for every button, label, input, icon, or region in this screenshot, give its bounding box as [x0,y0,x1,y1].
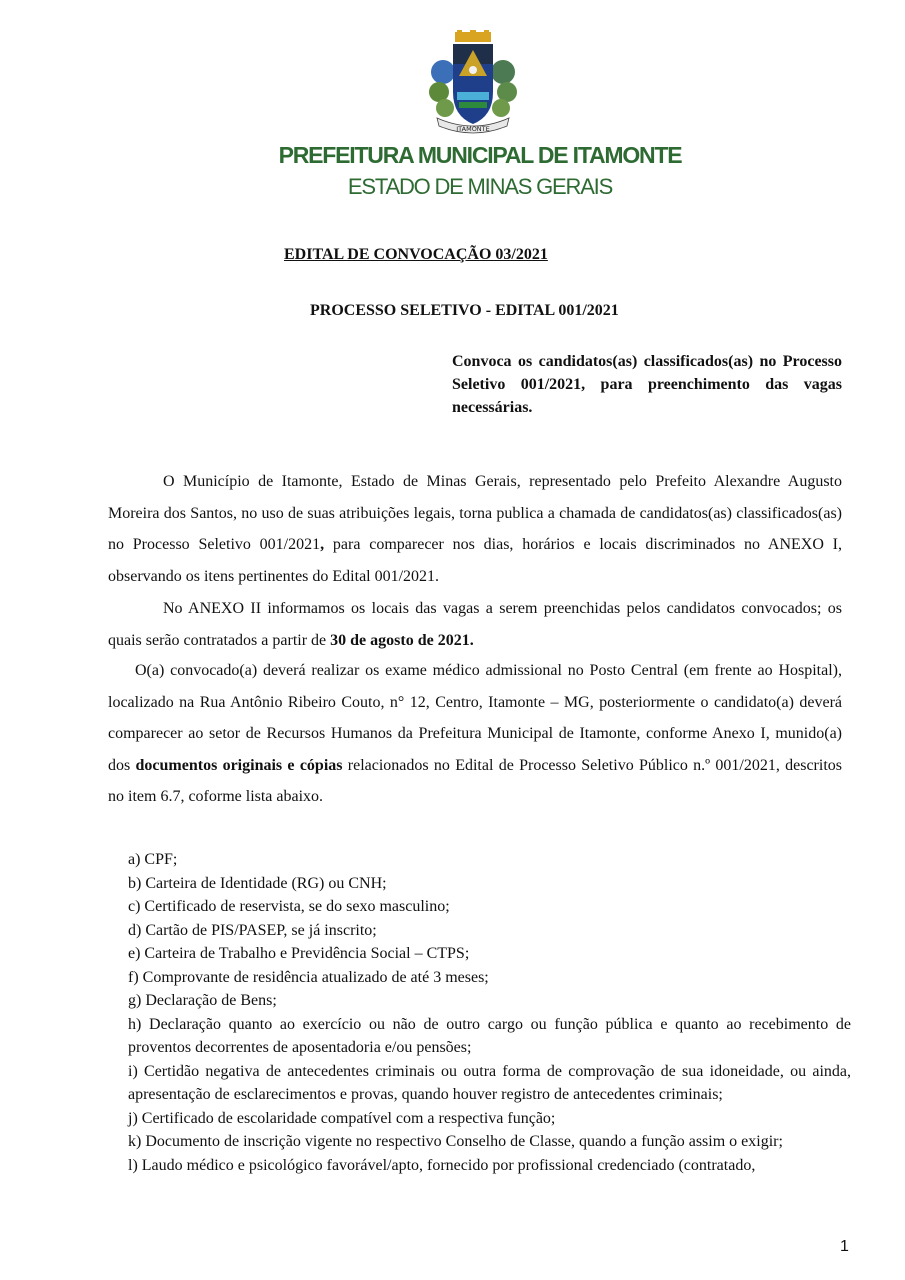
list-item: i) Certidão negativa de antecedentes criminais ou outra forma de comprovação de sua idoneidade, ou ainda, apresentação de esclarecimentos e provas, quando houver registro de antecedentes criminais; [128,1062,851,1103]
paragraph-1-comma: , [320,536,325,553]
paragraph-1-text-end: para comparecer nos dias, horários e locais discriminados no ANEXO I, observando os itens pertinentes do Edital 001/2021. [108,536,843,585]
list-item: c) Certificado de reservista, se do sexo masculino; [128,898,450,915]
list-item: g) Declaração de Bens; [128,992,277,1009]
paragraph-3-text: O(a) convocado(a) deverá realizar os exame médico admissional no Posto Central (em frente ao Hospital), localizado na Rua Antônio Ribeiro Couto, n° 12, Centro, Itamonte – MG, posteriormente o candidato(a) deverá comparecer ao setor de Recursos Humanos da Prefeitura Municipal de Itamonte, conforme Anexo I, munido(a) dos [108,662,842,774]
list-item: e) Carteira de Trabalho e Previdência Social – CTPS; [128,945,470,962]
list-item: a) CPF; [128,851,178,868]
org-state: ESTADO DE MINAS GERAIS [347,174,613,199]
list-item: h) Declaração quanto ao exercício ou não de outro cargo ou função pública e quanto ao recebimento de proventos decorrentes de aposentadoria e/ou pensões; [128,1015,851,1056]
paragraph-1 [108,466,842,592]
processo-title: PROCESSO SELETIVO - EDITAL 001/2021 [310,302,619,319]
paragraph-2-date: 30 de agosto de 2021. [330,631,474,649]
list-item: k) Documento de inscrição vigente no respectivo Conselho de Classe, quando a função assim o exigir; [128,1133,783,1150]
documents-list [128,848,851,1177]
summary-text: Convoca os candidatos(as) classificados(as) no Processo Seletivo 001/2021, para preenchimento das vagas necessárias. [452,353,842,416]
paragraph-2 [108,593,842,656]
list-item: b) Carteira de Identidade (RG) ou CNH; [128,874,387,892]
org-name: PREFEITURA MUNICIPAL DE ITAMONTE [278,142,682,168]
paragraph-3 [108,655,842,813]
paragraph-3-emphasis: documentos originais e cópias [135,756,343,774]
paragraph-2-text: No ANEXO II informamos os locais das vagas a serem preenchidas pelos candidatos convocados; os quais serão contratados a partir de [108,600,842,649]
list-item: l) Laudo médico e psicológico favorável/apto, fornecido por profissional credenciado (contratado, [128,1156,756,1174]
crest-ribbon-text: ITAMONTE [456,125,490,133]
list-item: j) Certificado de escolaridade compatível com a respectiva função; [128,1109,556,1127]
list-item: f) Comprovante de residência atualizado de até 3 meses; [128,968,489,986]
list-item: d) Cartão de PIS/PASEP, se já inscrito; [128,921,377,939]
paragraph-1-text: O Município de Itamonte, Estado de Minas Gerais, representado pelo Prefeito Alexandre Augusto Moreira dos Santos, no uso de suas atribuições legais, torna publica a chamada de candidatos(as) classificados(as) no Processo Seletivo 001/2021 [108,473,842,553]
coat-of-arms-icon [423,30,523,138]
edital-title: EDITAL DE CONVOCAÇÃO 03/2021 [284,246,548,263]
page-number: 1 [840,1238,849,1255]
paragraph-3-text-end: relacionados no Edital de Processo Seletivo Público n.º 001/2021, descritos no item 6.7, coforme lista abaixo. [108,756,843,805]
